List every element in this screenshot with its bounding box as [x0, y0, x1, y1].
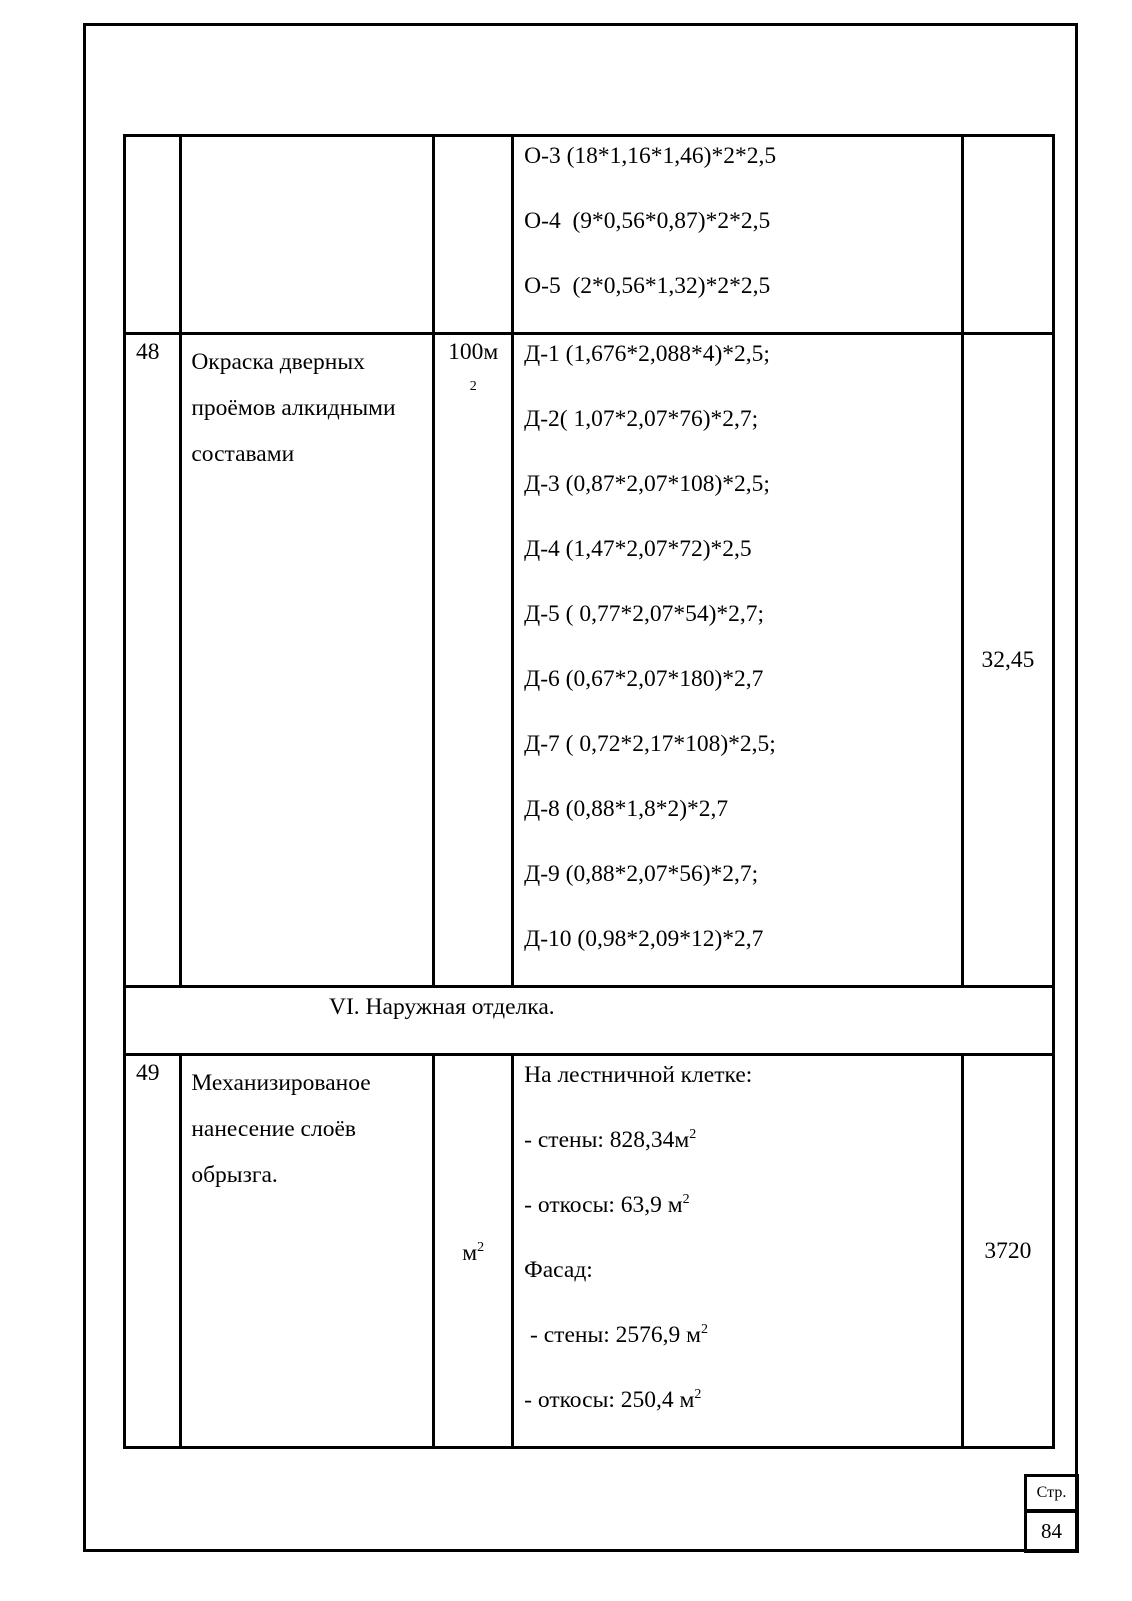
unit-cell: [434, 136, 513, 334]
calc-line: О-3 (18*1,16*1,46)*2*2,5: [524, 143, 777, 169]
calc-line: Д-8 (0,88*1,8*2)*2,7: [524, 796, 729, 822]
section-row: [125, 987, 1054, 1055]
unit-exponent: 2: [477, 1239, 485, 1255]
work-name-cell: [181, 1055, 434, 1448]
calc-text: - стены: 828,34м: [524, 1127, 690, 1153]
calc-exponent: 2: [689, 1127, 697, 1143]
unit-label: м: [462, 1239, 478, 1266]
calc-line: [524, 1121, 961, 1186]
work-name-line: Окраска дверных: [191, 349, 365, 375]
estimate-table: [123, 134, 1055, 1449]
work-name-cell: [181, 334, 434, 987]
calc-exponent: 2: [701, 1322, 709, 1338]
calc-line: [524, 1056, 961, 1121]
unit-exponent: 2: [469, 379, 477, 394]
row-number: 49: [125, 1055, 181, 1448]
page-number: 84: [1024, 1510, 1079, 1553]
work-name-line: проёмов алкидными: [191, 395, 396, 421]
unit-cell: [434, 1055, 513, 1448]
name-cell: [181, 136, 434, 334]
calc-text: Фасад:: [524, 1257, 593, 1283]
calc-line: [524, 1186, 961, 1251]
calc-line: Д-4 (1,47*2,07*72)*2,5: [524, 536, 752, 562]
section-title: VI. Наружная отделка.: [125, 987, 1054, 1055]
calc-line: О-5 (2*0,56*1,32)*2*2,5: [524, 273, 771, 299]
work-name-line: составами: [191, 441, 295, 467]
page-stamp: [1024, 1474, 1079, 1553]
calc-text: - откосы: 63,9 м: [524, 1192, 683, 1218]
calc-line: Д-3 (0,87*2,07*108)*2,5;: [524, 471, 770, 497]
calc-line: Д-2( 1,07*2,07*76)*2,7;: [524, 406, 759, 432]
calc-line: [524, 1251, 961, 1316]
calc-line: Д-10 (0,98*2,09*12)*2,7: [524, 926, 764, 952]
work-name-line: обрызга.: [191, 1162, 278, 1188]
calc-text: - стены: 2576,9 м: [524, 1322, 702, 1348]
work-name-line: Механизированое: [191, 1070, 371, 1096]
unit-label: 100м: [448, 339, 499, 365]
calc-line: Д-9 (0,88*2,07*56)*2,7;: [524, 861, 759, 887]
table-row: [125, 136, 1054, 334]
calc-line: Д-1 (1,676*2,088*4)*2,5;: [524, 341, 770, 367]
table-row: [125, 334, 1054, 987]
calc-line: [524, 1316, 961, 1381]
unit-cell: [434, 334, 513, 987]
calc-text: На лестничной клетке:: [524, 1062, 753, 1088]
calc-cell: [513, 334, 963, 987]
total-cell: [962, 136, 1053, 334]
num-cell: [125, 136, 181, 334]
total-value: 3720: [962, 1055, 1053, 1448]
calc-line: Д-5 ( 0,77*2,07*54)*2,7;: [524, 601, 765, 627]
calc-cell: [513, 136, 963, 334]
total-value: 32,45: [962, 334, 1053, 987]
calc-cell: [513, 1055, 963, 1448]
calc-text: - откосы: 250,4 м: [524, 1387, 695, 1413]
table-row: [125, 1055, 1054, 1448]
calc-line: Д-7 ( 0,72*2,17*108)*2,5;: [524, 731, 776, 757]
calc-line: О-4 (9*0,56*0,87)*2*2,5: [524, 208, 771, 234]
work-name-line: нанесение слоёв: [191, 1116, 356, 1142]
calc-exponent: 2: [694, 1387, 702, 1403]
calc-line: Д-6 (0,67*2,07*180)*2,7: [524, 666, 764, 692]
calc-line: [524, 1381, 961, 1446]
page-label: Стр.: [1024, 1474, 1079, 1512]
row-number: 48: [125, 334, 181, 987]
calc-exponent: 2: [682, 1192, 690, 1208]
